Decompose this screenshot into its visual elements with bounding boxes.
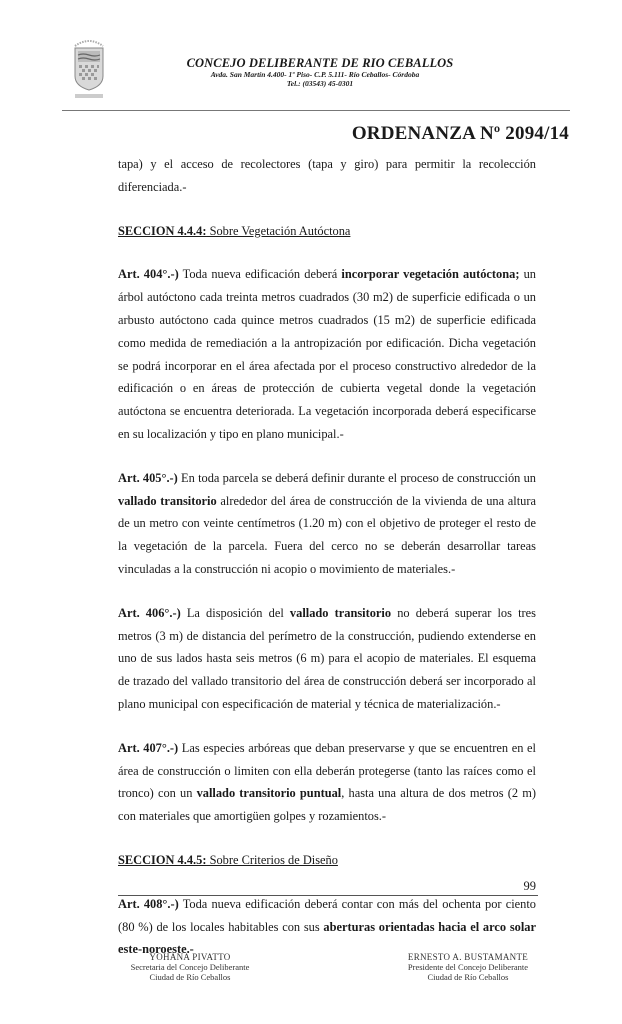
article-text: Toda nueva edificación deberá <box>178 267 342 282</box>
article-text: alrededor del área de construcción de la vivienda de una altura de un metro con veinte centímetros (1.20 m) con el objetivo de proteger el resto de la vegetación de la parcela. Fuera del cerco no se deberán desarrollar tareas vinculadas a la construcción ni acopio o movimiento de materiales.- <box>118 493 537 576</box>
signatory-city: Ciudad de Río Ceballos <box>427 972 509 982</box>
section-label: SECCION 4.4.4: <box>118 223 207 238</box>
signatory-name: ERNESTO A. BUSTAMANTE <box>407 952 529 962</box>
letterhead-phone: Tel.: (03543) 45-0301 <box>286 79 354 88</box>
article-emphasis: vallado transitorio <box>118 493 217 508</box>
letterhead <box>150 57 490 88</box>
article-emphasis: aberturas orientadas hacia el arco solar este-noroeste.- <box>118 919 536 957</box>
article-text: un árbol autóctono cada treinta metros cuadrados (30 m2) de superficie edificada o un arbusto autóctono cada quince metros cuadrados (15 m2) de superficie edificada como medida de remediación a la antropización por edificación. Dicha vegetación se podrá incorporar en el área afectada por el proceso constructivo alrededor de la edificación o en áreas de protección de cubierta vegetal donde la vegetación autóctona se encuentra deteriorada. La vegetación incorporada deberá especificarse en su localización y tipo en plano municipal.- <box>118 267 536 441</box>
article-407 <box>118 737 536 828</box>
document-body <box>118 153 536 961</box>
signatory-city: Ciudad de Río Ceballos <box>149 972 231 982</box>
ordinance-title: ORDENANZA Nº 2094/14 <box>351 123 569 144</box>
signatory-role: Presidente del Concejo Deliberante <box>407 962 529 972</box>
section-title: Sobre Vegetación Autóctona <box>206 223 351 238</box>
signature-block-secretary <box>90 952 290 982</box>
article-emphasis: incorporar vegetación autóctona; <box>341 267 520 282</box>
article-emphasis: vallado transitorio puntual <box>196 786 342 801</box>
signatory-role: Secretaria del Concejo Deliberante <box>130 962 250 972</box>
article-number: Art. 408°.-) <box>118 896 179 911</box>
article-text: Las especies arbóreas que deban preservarse y que se encuentren en el área de construcción o limiten con ella deberán protegerse (tanto las raíces como el tronco) con un <box>118 740 536 801</box>
article-text: En toda parcela se deberá definir durante el proceso de construcción un <box>177 470 536 485</box>
section-heading <box>118 849 536 872</box>
article-number: Art. 404°.-) <box>118 267 179 282</box>
article-408 <box>118 893 536 961</box>
article-404 <box>118 263 536 445</box>
article-number: Art. 407°.-) <box>118 740 179 755</box>
signature-block-president <box>368 952 568 982</box>
footer-divider <box>118 895 538 896</box>
municipal-coat-of-arms-icon <box>72 36 106 100</box>
section-label: SECCION 4.4.5: <box>118 852 207 867</box>
article-number: Art. 405°.-) <box>118 470 178 485</box>
article-406 <box>118 602 536 716</box>
article-405 <box>118 467 536 581</box>
article-text: Toda nueva edificación deberá contar con más del ochenta por ciento (80 %) de los locales habitables con sus <box>118 896 536 934</box>
article-text: , hasta una altura de dos metros (2 m) con materiales que amortigüen golpes y rozamientos.- <box>118 786 536 824</box>
continuation-paragraph: tapa) y el acceso de recolectores (tapa y giro) para permitir la recolección diferenciada.- <box>118 157 536 194</box>
article-number: Art. 406°.-) <box>118 605 181 620</box>
letterhead-title: CONCEJO DELIBERANTE DE RIO CEBALLOS <box>186 56 454 70</box>
section-heading <box>118 220 536 243</box>
section-title: Sobre Criterios de Diseño <box>206 852 338 867</box>
signatory-name: YOHANA PIVATTO <box>149 952 231 962</box>
letterhead-address: Avda. San Martín 4.400- 1º Piso- C.P. 5.111- Río Ceballos- Córdoba <box>210 70 420 79</box>
article-text: no deberá superar los tres metros (3 m) de distancia del perímetro de la construcción, pudiendo extenderse en uno de sus lados hasta seis metros (6 m) para el acopio de materiales. El esquema de trazado del vallado transitorio del área de construcción deberá ser incorporado al plano municipal con especificación de material y técnica de materialización.- <box>118 605 536 711</box>
page-number: 99 <box>523 879 536 893</box>
article-emphasis: vallado transitorio <box>289 605 392 620</box>
article-text: La disposición del <box>180 605 290 620</box>
header-divider <box>62 110 570 111</box>
